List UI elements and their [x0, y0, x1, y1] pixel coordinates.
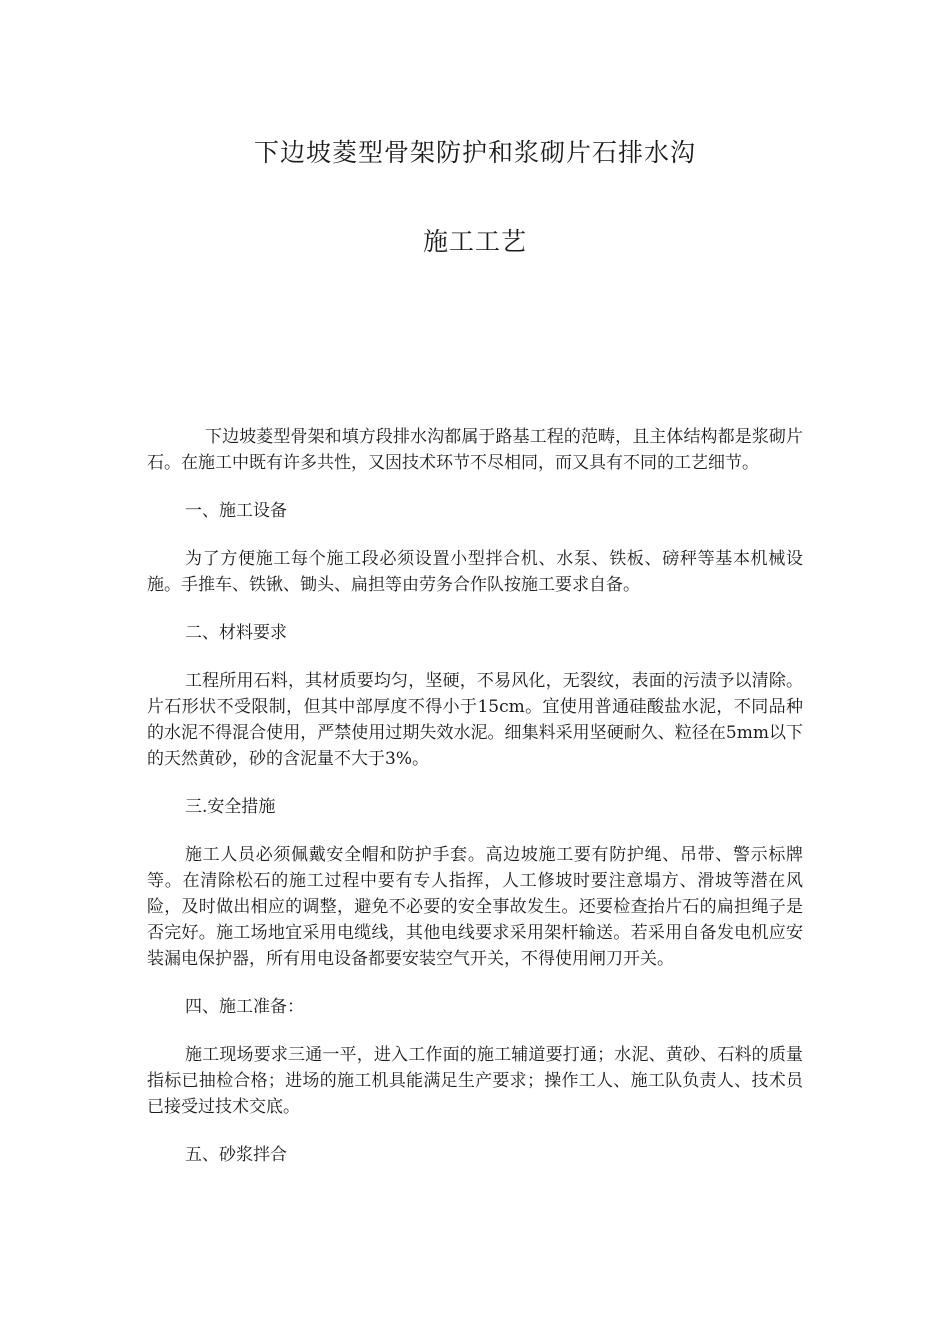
section-heading-materials: 二、材料要求 [185, 623, 287, 643]
intro-paragraph: 下边坡菱型骨架和填方段排水沟都属于路基工程的范畴，且主体结构都是浆砌片石。在施工中既有许多共性，又因技术环节不尽相同，而又具有不同的工艺细节。 [147, 427, 803, 473]
section-heading-equipment: 一、施工设备 [185, 501, 287, 521]
section-text-equipment: 为了方便施工每个施工段必须设置小型拌合机、水泵、铁板、磅秤等基本机械设施。手推车、铁锹、锄头、扁担等由劳务合作队按施工要求自备。 [147, 549, 803, 595]
section-text-materials: 工程所用石料，其材质要均匀，坚硬，不易风化，无裂纹，表面的污渍予以清除。片石形状不受限制，但其中部厚度不得小于15cm。宜使用普通硅酸盐水泥，不同品种的水泥不得混合使用，严禁使用过期失效水泥。细集料采用坚硬耐久、粒径在5mm以下的天然黄砂，砂的含泥量不大于3%。 [147, 671, 803, 769]
section-text-safety: 施工人员必须佩戴安全帽和防护手套。高边坡施工要有防护绳、吊带、警示标牌等。在清除松石的施工过程中要有专人指挥，人工修坡时要注意塌方、滑坡等潜在风险，及时做出相应的调整，避免不必要的安全事故发生。还要检查抬片石的扁担绳子是否完好。施工场地宜采用电缆线，其他电线要求采用架杆输送。若采用自备发电机应安装漏电保护器，所有用电设备都要安装空气开关，不得使用闸刀开关。 [147, 845, 803, 969]
section-heading-safety: 三.安全措施 [185, 797, 276, 817]
document-title-line-1: 下边坡菱型骨架防护和浆砌片石排水沟 [253, 138, 696, 167]
document-title-line-2: 施工工艺 [422, 227, 527, 256]
document-body [147, 424, 803, 1168]
section-text-preparation: 施工现场要求三通一平，进入工作面的施工辅道要打通；水泥、黄砂、石料的质量指标已抽检合格；进场的施工机具能满足生产要求；操作工人、施工队负责人、技术员已接受过技术交底。 [147, 1045, 803, 1117]
section-heading-preparation: 四、施工准备： [185, 997, 304, 1017]
section-heading-mortar-mixing: 五、砂浆拌合 [185, 1145, 287, 1165]
